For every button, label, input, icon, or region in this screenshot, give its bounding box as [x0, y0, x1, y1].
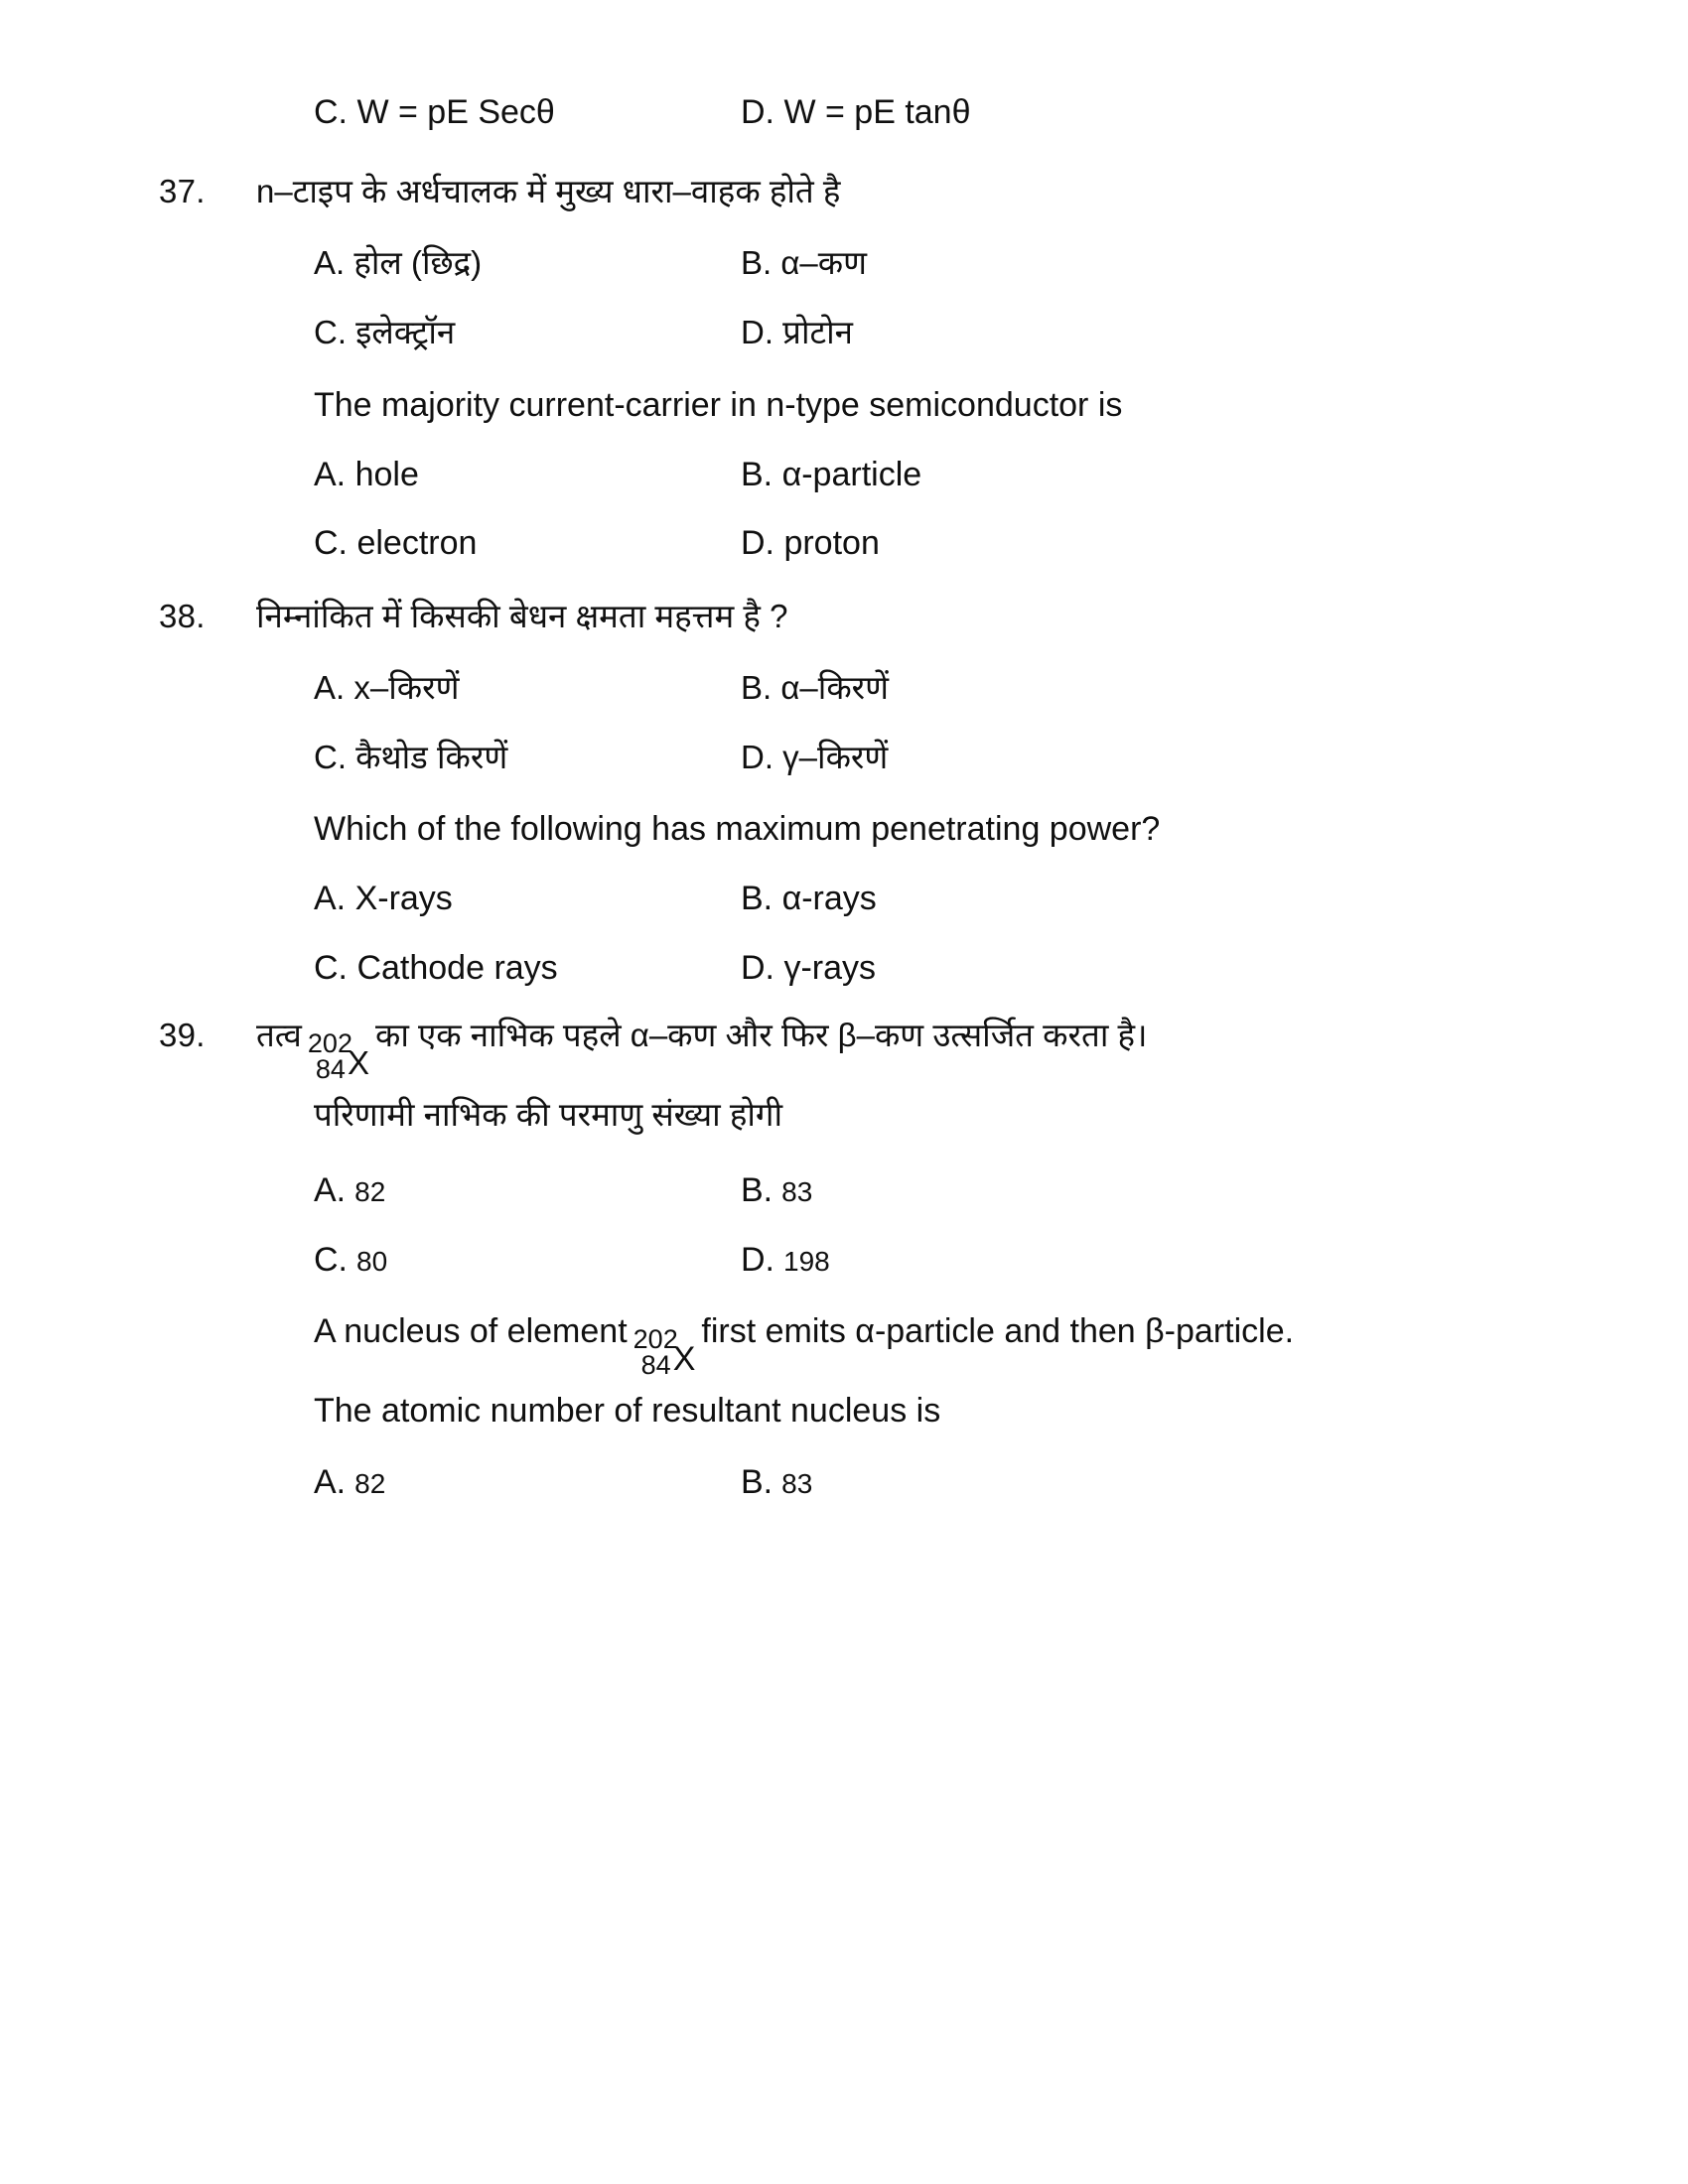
question-37-hindi-options-cd — [216, 316, 1497, 348]
option-row — [314, 882, 1497, 915]
question-38-english-options-ab — [216, 882, 1497, 915]
question-37-hindi-options-ab — [216, 246, 1497, 279]
question-39-hindi-option-b[interactable] — [741, 1173, 1497, 1207]
question-37-english-option-a[interactable]: A. hole — [314, 456, 419, 493]
option-label: D. — [741, 1241, 774, 1279]
option-label: A. — [314, 1463, 347, 1501]
option-row — [314, 316, 1497, 348]
question-39-english-option-a[interactable] — [314, 1465, 741, 1499]
question-38-english-option-a[interactable]: A. X-rays — [314, 880, 453, 917]
question-38-hindi-options-cd — [216, 741, 1497, 773]
question-37-hindi-option-d[interactable]: D. प्रोटोन — [741, 314, 853, 350]
question-39-hindi-stem-part2: का एक नाभिक पहले α–कण और फिर β–कण उत्सर्जित करता है। — [374, 1017, 1148, 1053]
question-38 — [159, 600, 1497, 632]
question-38-hindi-option-a[interactable]: A. x–किरणें — [314, 669, 460, 706]
question-37-hindi-option-a[interactable]: A. होल (छिद्र) — [314, 244, 483, 281]
question-38-hindi-option-b[interactable]: B. α–किरणें — [741, 669, 890, 706]
question-38-english-options-cd — [216, 951, 1497, 985]
question-37-english-option-c[interactable]: C. electron — [314, 524, 478, 562]
question-38-number: 38. — [159, 598, 206, 634]
question-39-hindi-stem-line2-row — [216, 1098, 1497, 1131]
question-39-hindi-stem-line2: परिणामी नाभिक की परमाणु संख्या होगी — [314, 1096, 783, 1133]
question-39-english-stem-line2-row — [216, 1394, 1497, 1428]
question-38-hindi-option-c[interactable]: C. कैथोड किरणें — [314, 739, 508, 775]
option-row — [314, 1173, 1497, 1207]
question-39-hindi-stem-part1: तत्व — [256, 1017, 302, 1053]
isotope-notation-hindi — [302, 1028, 375, 1084]
isotope-mass-number: 202 — [633, 1324, 678, 1354]
option-row — [314, 741, 1497, 773]
option-value: 83 — [781, 1176, 813, 1207]
option-row — [314, 458, 1497, 491]
option-row — [314, 95, 1497, 129]
option-row — [314, 671, 1497, 704]
isotope-notation-english — [628, 1324, 702, 1380]
isotope-atomic-number: 84 — [640, 1349, 671, 1380]
option-value: 198 — [783, 1246, 830, 1277]
isotope-numbers — [306, 1028, 352, 1084]
option-label: B. — [741, 1463, 774, 1501]
question-38-english-option-c[interactable]: C. Cathode rays — [314, 949, 558, 987]
question-39-hindi-option-d[interactable] — [741, 1243, 1497, 1277]
isotope-symbol: X — [347, 1044, 369, 1081]
question-37-english-stem: The majority current-carrier in n-type semiconductor is — [314, 386, 1123, 424]
isotope-atomic-number: 84 — [315, 1053, 346, 1084]
question-39-english-stem-line1-row — [216, 1314, 1537, 1379]
option-row — [314, 951, 1497, 985]
question-39-hindi-stem-line1 — [256, 1019, 1549, 1083]
question-39-number: 39. — [159, 1017, 206, 1053]
option-row — [314, 1243, 1497, 1277]
option-row — [314, 246, 1497, 279]
isotope-numbers — [632, 1324, 678, 1380]
question-37-english-option-b[interactable]: B. α-particle — [741, 456, 922, 493]
option-label: C. — [314, 1241, 348, 1279]
question-38-english-stem: Which of the following has maximum penetrating power? — [314, 810, 1161, 848]
question-39-hindi-option-c[interactable] — [314, 1243, 741, 1277]
question-37-hindi-option-c[interactable]: C. इलेक्ट्रॉन — [314, 314, 456, 350]
question-37-hindi-stem: n–टाइप के अर्धचालक में मुख्य धारा–वाहक होते है — [256, 173, 841, 209]
question-37-english-options-ab — [216, 458, 1497, 491]
option-value: 83 — [781, 1468, 813, 1499]
option-value: 82 — [354, 1176, 386, 1207]
question-39-english-stem-part2: first emits α-particle and then β-particle. — [701, 1312, 1295, 1350]
question-38-hindi-option-d[interactable]: D. γ–किरणें — [741, 739, 889, 775]
option-value: 82 — [354, 1468, 386, 1499]
isotope-symbol: X — [672, 1340, 696, 1378]
question-39-hindi-option-a[interactable] — [314, 1173, 741, 1207]
option-value: 80 — [356, 1246, 388, 1277]
option-row — [314, 1465, 1497, 1499]
isotope-mass-number: 202 — [307, 1028, 352, 1058]
question-37-hindi-option-b[interactable]: B. α–कण — [741, 244, 867, 281]
question-39 — [159, 1019, 1549, 1083]
option-label: B. — [741, 1171, 774, 1209]
question-39-english-stem-line1 — [314, 1314, 1537, 1379]
carryover-options-row — [216, 95, 1497, 129]
option-row — [314, 526, 1497, 560]
question-39-hindi-options-ab — [216, 1173, 1497, 1207]
question-39-english-option-b[interactable] — [741, 1465, 1497, 1499]
question-37-number: 37. — [159, 173, 206, 209]
question-39-hindi-options-cd — [216, 1243, 1497, 1277]
question-38-english-stem-row — [216, 812, 1497, 846]
question-39-english-stem-part1: A nucleus of element — [314, 1312, 628, 1350]
option-label: A. — [314, 1171, 347, 1209]
question-37 — [159, 175, 1497, 207]
question-37-english-stem-row — [216, 388, 1497, 422]
question-37-english-options-cd — [216, 526, 1497, 560]
question-38-hindi-options-ab — [216, 671, 1497, 704]
question-38-hindi-stem: निम्नांकित में किसकी बेधन क्षमता महत्तम है ? — [256, 598, 788, 634]
question-37-english-option-d[interactable]: D. proton — [741, 524, 880, 562]
option-c[interactable]: C. W = pE Secθ — [314, 93, 555, 131]
question-39-english-stem-line2: The atomic number of resultant nucleus is — [314, 1392, 941, 1430]
question-39-english-options-ab — [216, 1465, 1497, 1499]
question-38-english-option-d[interactable]: D. γ-rays — [741, 949, 876, 987]
question-38-english-option-b[interactable]: B. α-rays — [741, 880, 877, 917]
option-d[interactable]: D. W = pE tanθ — [741, 93, 971, 131]
